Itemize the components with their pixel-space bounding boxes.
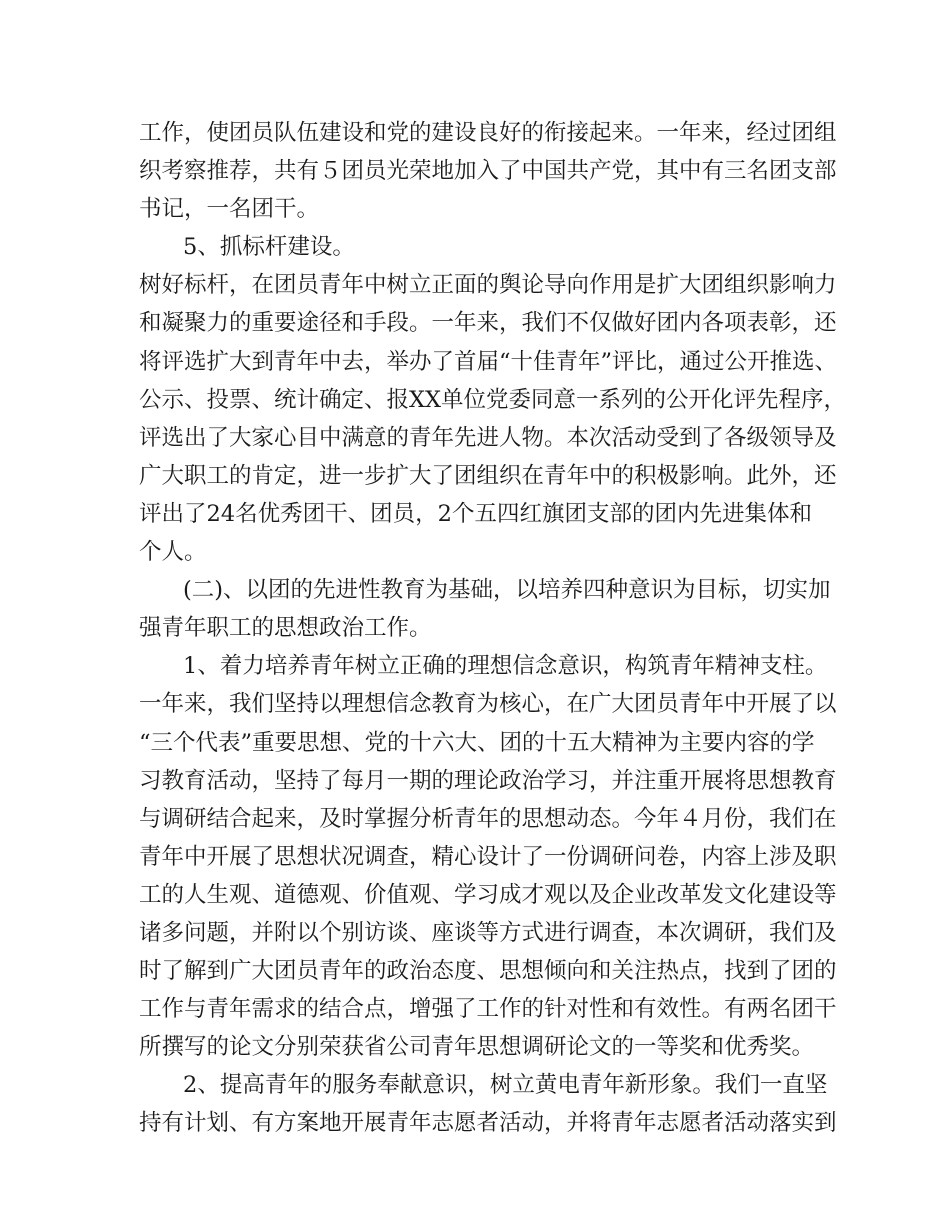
- text-line: 织考察推荐，共有５团员光荣地加入了中国共产党，其中有三名团支部: [139, 158, 837, 185]
- text-line: 评出了24名优秀团干、团员，2个五四红旗团支部的团内先进集体和: [139, 500, 812, 527]
- text-line: 和凝聚力的重要途径和手段。一年来，我们不仅做好团内各项表彰，还: [139, 310, 837, 337]
- text-line: 公示、投票、统计确定、报XX单位党委同意一系列的公开化评先程序，: [139, 386, 847, 413]
- text-line: 广大职工的肯定，进一步扩大了团组织在青年中的积极影响。此外，还: [139, 462, 837, 489]
- text-line: 工的人生观、道德观、价值观、学习成才观以及企业改革发文化建设等: [139, 881, 837, 908]
- text-line: 个人。: [139, 539, 207, 566]
- text-line: 持有计划、有方案地开展青年志愿者活动，并将青年志愿者活动落实到: [139, 1110, 837, 1137]
- text-line: 工作与青年需求的结合点，增强了工作的针对性和有效性。有两名团干: [139, 996, 837, 1023]
- text-line: 强青年职工的思想政治工作。: [139, 615, 432, 642]
- document-body: [139, 114, 847, 1143]
- paragraph-start-line: 5、抓标杆建设。: [183, 234, 355, 261]
- paragraph-start-line: 2、提高青年的服务奉献意识，树立黄电青年新形象。我们一直坚: [183, 1072, 828, 1099]
- text-line: 评选出了大家心目中满意的青年先进人物。本次活动受到了各级领导及: [139, 424, 837, 451]
- text-line: 所撰写的论文分别荣获省公司青年思想调研论文的一等奖和优秀奖。: [139, 1034, 815, 1061]
- text-line: 一年来，我们坚持以理想信念教育为核心，在广大团员青年中开展了以: [139, 691, 837, 718]
- text-line: 将评选扩大到青年中去，举办了首届“十佳青年”评比，通过公开推选、: [139, 348, 838, 375]
- text-line: 青年中开展了思想状况调查，精心设计了一份调研问卷，内容上涉及职: [139, 843, 837, 870]
- text-line: 工作，使团员队伍建设和党的建设良好的衔接起来。一年来，经过团组: [139, 120, 837, 146]
- text-line: 树好标杆，在团员青年中树立正面的舆论导向作用是扩大团组织影响力: [139, 272, 837, 299]
- text-line: 时了解到广大团员青年的政治态度、思想倾向和关注热点，找到了团的: [139, 958, 837, 985]
- text-line: 习教育活动，坚持了每月一期的理论政治学习，并注重开展将思想教育: [139, 767, 837, 794]
- text-line: “三个代表”重要思想、党的十六大、团的十五大精神为主要内容的学: [139, 729, 815, 756]
- text-line: 诸多问题，并附以个别访谈、座谈等方式进行调查，本次调研，我们及: [139, 919, 837, 946]
- text-line: 与调研结合起来，及时掌握分析青年的思想动态。今年４月份，我们在: [139, 805, 837, 832]
- text-line: 书记，一名团干。: [139, 196, 320, 223]
- paragraph-start-line: (二)、以团的先进性教育为基础，以培养四种意识为目标，切实加: [183, 577, 831, 604]
- paragraph-start-line: 1、着力培养青年树立正确的理想信念意识，构筑青年精神支柱。: [183, 653, 828, 680]
